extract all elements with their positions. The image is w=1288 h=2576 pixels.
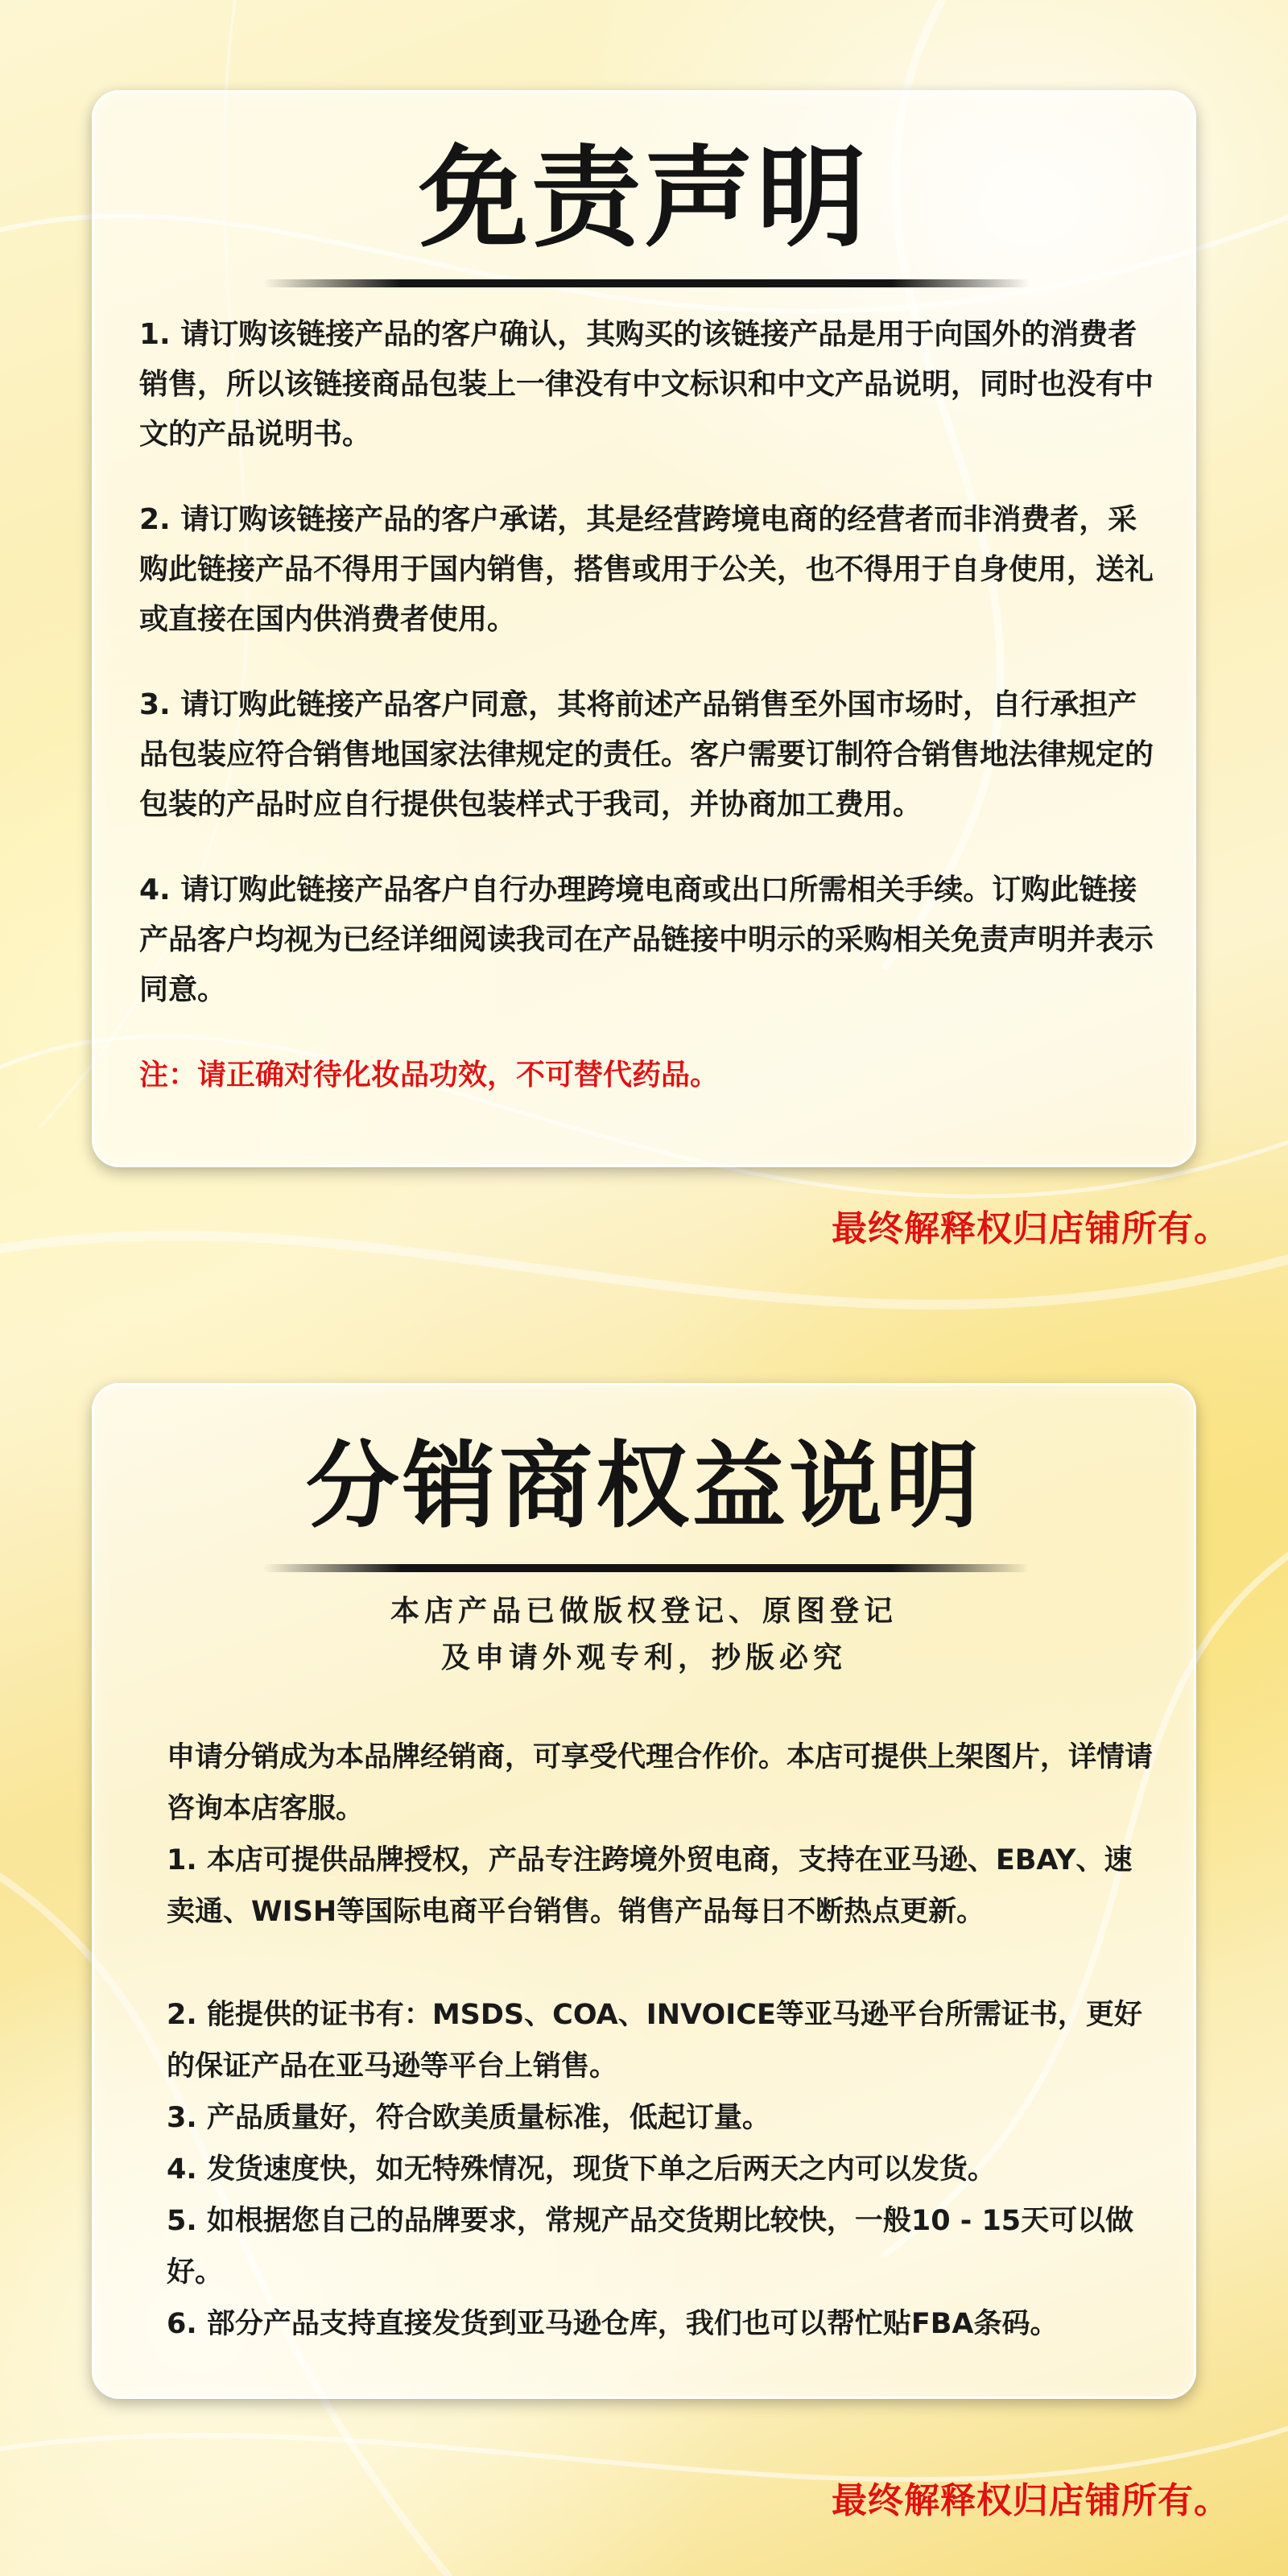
disclaimer-paragraph-2: 2. 请订购该链接产品的客户承诺，其是经营跨境电商的经营者而非消费者，采购此链接产品不得用于国内销售，搭售或用于公关，也不得用于自身使用，送礼或直接在国内供消费者使用。 — [139, 503, 1154, 636]
distributor-subtitle-line-1: 本店产品已做版权登记、原图登记 — [390, 1595, 898, 1628]
footer-rights-2: 最终解释权归店铺所有。 — [832, 2480, 1230, 2521]
distributor-item-2: 2. 能提供的证书有：MSDS、COA、INVOICE等亚马逊平台所需证书，更好的保证产品在亚马逊等平台上销售。 — [167, 1999, 1142, 2083]
distributor-intro: 申请分销成为本品牌经销商，可享受代理合作价。本店可提供上架图片，详情请咨询本店客服。 — [167, 1741, 1154, 1825]
footer-rights-1: 最终解释权归店铺所有。 — [832, 1208, 1230, 1249]
disclaimer-note: 注：请正确对待化妆品功效，不可替代药品。 — [139, 1059, 720, 1092]
distributor-item-6: 6. 部分产品支持直接发货到亚马逊仓库，我们也可以帮忙贴FBA条码。 — [167, 2308, 1059, 2340]
disclaimer-paragraph-1: 1. 请订购该链接产品的客户确认，其购买的该链接产品是用于向国外的消费者销售，所以该链接商品包装上一律没有中文标识和中文产品说明，同时也没有中文的产品说明书。 — [139, 318, 1154, 451]
disclaimer-paragraph-3: 3. 请订购此链接产品客户同意，其将前述产品销售至外国市场时，自行承担产品包装应符合销售地国家法律规定的责任。客户需要订制符合销售地法律规定的包装的产品时应自行提供包装样式于我司，并协商加工费用。 — [139, 688, 1154, 821]
distributor-title: 分销商权益说明 — [306, 1432, 982, 1541]
disclaimer-paragraph-4: 4. 请订购此链接产品客户自行办理跨境电商或出口所需相关手续。订购此链接产品客户均视为已经详细阅读我司在产品链接中明示的采购相关免责声明并表示同意。 — [139, 873, 1154, 1006]
title-underline — [263, 1564, 1030, 1572]
distributor-card — [92, 1383, 1196, 2399]
distributor-item-4: 4. 发货速度快，如无特殊情况，现货下单之后两天之内可以发货。 — [167, 2153, 996, 2186]
disclaimer-card — [92, 90, 1196, 1167]
distributor-item-1: 1. 本店可提供品牌授权，产品专注跨境外贸电商，支持在亚马逊、EBAY、速卖通、WISH等国际电商平台销售。销售产品每日不断热点更新。 — [167, 1844, 1133, 1928]
disclaimer-title: 免责声明 — [419, 135, 869, 262]
distributor-item-3: 3. 产品质量好，符合欧美质量标准，低起订量。 — [167, 2102, 770, 2134]
distributor-subtitle-line-2: 及申请外观专利，抄版必究 — [440, 1641, 847, 1674]
title-underline — [263, 279, 1030, 287]
distributor-item-5: 5. 如根据您自己的品牌要求，常规产品交货期比较快，一般10 - 15天可以做好。 — [167, 2205, 1134, 2289]
